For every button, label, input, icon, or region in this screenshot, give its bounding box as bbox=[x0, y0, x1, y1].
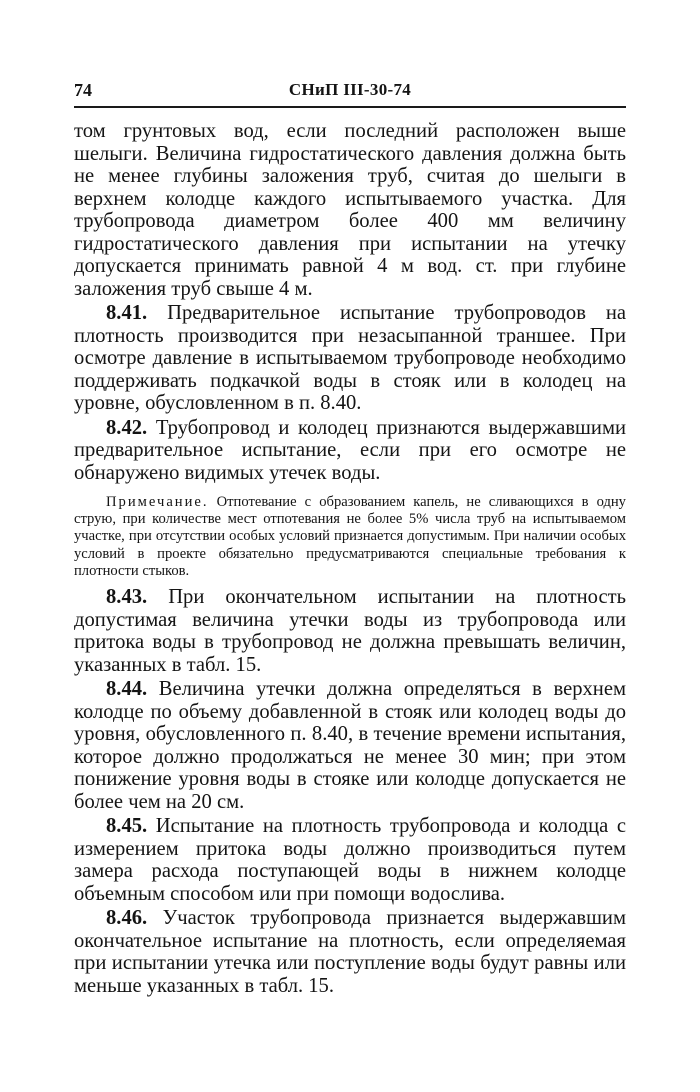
header-divider bbox=[74, 106, 626, 108]
paragraph-text: Предварительное испытание трубопроводов на плотность производится при незасыпанной траншее. При осмотре давление в испытываемом трубопроводе необходимо поддерживать подкачкой воды в стояк или в колодец на уровне, обусловленном в п. 8.40. bbox=[74, 302, 626, 414]
paragraph-8-43 bbox=[74, 586, 626, 676]
paragraph-8-42 bbox=[74, 417, 626, 485]
paragraph-number: 8.43. bbox=[106, 586, 148, 609]
paragraph-text: том грунтовых вод, если последний расположен выше шелыги. Величина гидростатического давления должна быть не менее глубины заложения труб, считая до шелыги в верхнем колодце каждого испытываемого участка. Для трубопровода диаметром более 400 мм величину гидростатического давления при испытании на утечку допускается принимать равной 4 м вод. ст. при глубине заложения труб свыше 4 м. bbox=[74, 120, 626, 300]
paragraph-text: Трубопровод и колодец признаются выдержавшими предварительное испытание, если при его осмотре не обнаружено видимых утечек воды. bbox=[74, 416, 626, 484]
paragraph-number: 8.46. bbox=[106, 907, 148, 930]
note-text: Отпотевание с образованием капель, не сливающихся в одну струю, при количестве мест отпотевания не более 5% числа труб на испытываемом участке, при отсутствии особых условий признается допустимым. При наличии особых условий в проекте обязательно предусматриваются специальные требования к плотности стыков. bbox=[74, 494, 626, 579]
paragraph-8-45 bbox=[74, 815, 626, 905]
page-header bbox=[74, 80, 626, 104]
note-block bbox=[74, 494, 626, 580]
page-body bbox=[74, 120, 626, 997]
paragraph-8-46 bbox=[74, 907, 626, 997]
paragraph-text: Участок трубопровода признается выдержавшим окончательное испытание на плотность, если определяемая при испытании утечка или поступление воды будут равны или меньше указанных в табл. 15. bbox=[74, 907, 626, 997]
paragraph-number: 8.41. bbox=[106, 302, 148, 324]
paragraph-text: При окончательном испытании на плотность допустимая величина утечки воды из трубопровода или притока воды в трубопровод не должна превышать величин, указанных в табл. 15. bbox=[74, 586, 626, 676]
paragraph-number: 8.44. bbox=[106, 678, 148, 701]
paragraph-8-41 bbox=[74, 302, 626, 415]
page-number: 74 bbox=[74, 80, 92, 100]
paragraph-number: 8.45. bbox=[106, 815, 148, 838]
paragraph-number: 8.42. bbox=[106, 416, 148, 439]
paragraph-text: Величина утечки должна определяться в верхнем колодце по объему добавленной в стояк или колодец воды до уровня, обусловленного п. 8.40, в течение времени испытания, которое должно продолжаться не менее 30 мин; при этом понижение уровня воды в стояке или колодце допускается не более чем на 20 см. bbox=[74, 678, 626, 813]
paragraph-8-44 bbox=[74, 678, 626, 813]
paragraph-text: Испытание на плотность трубопровода и колодца с измерением притока воды должно производиться путем замера расхода поступающей воды в нижнем колодце объемным способом или при помощи водослива. bbox=[74, 815, 626, 905]
paragraph-continued bbox=[74, 120, 626, 300]
running-title: СНиП III-30-74 bbox=[288, 80, 412, 99]
note-label: Примечание. bbox=[106, 494, 209, 510]
